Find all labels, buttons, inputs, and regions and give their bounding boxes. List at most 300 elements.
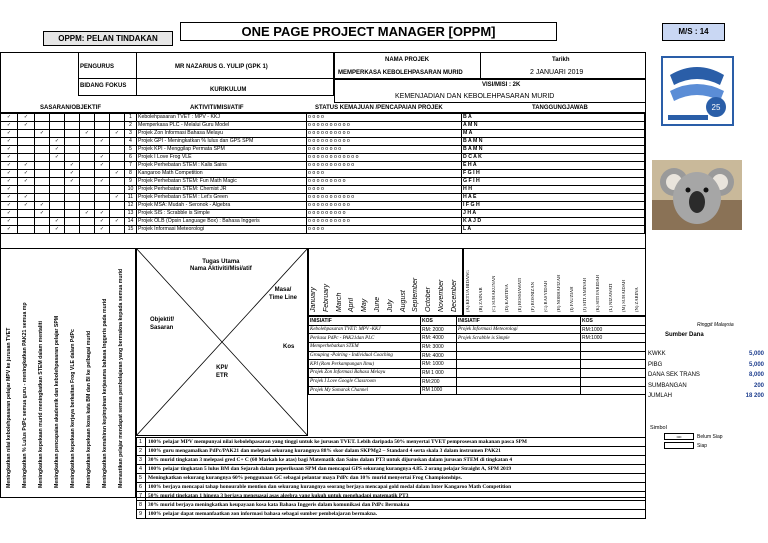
activity-status: o o o o [307,114,462,122]
activity-row [1,186,645,194]
objective-check [95,146,110,154]
tarikh-value: 2 JANUARI 2019 [530,69,584,76]
month-label: August [399,290,407,312]
result-row [137,438,646,447]
objective-check: ✓ [1,146,18,154]
cost-cell: RM:1000 [581,334,646,343]
cost-row [309,377,646,386]
objective-check [95,130,110,138]
objective-check [18,210,35,218]
activity-row [1,194,645,202]
visi-label: VISI/MISI : 2K [482,82,521,88]
activity-status: o o o o o o o o o o o [307,194,462,202]
objective-check [65,202,80,210]
activity-row [1,138,645,146]
result-text: 100% berjaya mencapai tahap honourable mention dan sekurang kurangnya seorang berjaya mencapai gold medal dalam Inter Kangaroo Math Competition [146,483,646,492]
cost-cell [457,377,581,386]
activity-name: Projek I Love Frog VLE [137,154,307,162]
objective-check [50,170,65,178]
activity-number: 11 [125,194,137,202]
tarikh-label: Tarikh [552,57,570,63]
result-text: Meningkatkan sekurang kurangnya 60% penggunaan GC sebagai pelantar maya PdPc dan 10% murid menyertai Frog Championships. [146,474,646,483]
objective-check [110,178,125,186]
objective-check: ✓ [35,210,50,218]
activity-row [1,154,645,162]
objective-check [35,178,50,186]
cost-cell: Projek My Somarak Channel [309,386,421,395]
objective-check [50,130,65,138]
funding-label: JUMLAH [648,393,673,399]
month-label: July [386,299,394,312]
activity-responsible: B A M N [462,146,645,154]
activity-status: o o o o o o o o o [307,210,462,218]
result-row [137,492,646,501]
objective-check: ✓ [50,218,65,226]
objective-check [110,154,125,162]
objective-check: ✓ [50,146,65,154]
funding-value: 200 [753,382,764,389]
cost-cell: Memperhebatkan STEM [309,343,421,352]
month-label: February [322,283,330,312]
result-number: 2 [137,447,146,456]
objective-check: ✓ [18,122,35,130]
activity-responsible: I F G H [462,202,645,210]
objective-check [110,162,125,170]
activity-status: o o o o o o o o o o o o [307,154,462,162]
funding-value: 5,000 [748,361,764,368]
objective-check: ✓ [1,218,18,226]
page-title: ONE PAGE PROJECT MANAGER [OPPM] [180,22,557,41]
activity-number: 3 [125,130,137,138]
cost-cell: RM: 1000 [421,360,457,369]
cost-row [309,369,646,378]
result-number: 6 [137,483,146,492]
cost-cell [581,343,646,352]
owner-label: (L) NIZAWATI [608,283,613,312]
objective-check [110,202,125,210]
symbol-done-box: •o• [664,433,694,440]
objective-check [50,194,65,202]
result-number: 8 [137,501,146,510]
cost-cell: RM 1000 [421,386,457,395]
activity-name: Projek OLB (Opsin Language Box) : Bahasa Inggeris [137,218,307,226]
activity-status: o o o o o o o o o o [307,218,462,226]
tugas-utama: Tugas Utama Nama Aktiviti/Misi/atif [190,259,252,272]
objective-check [65,146,80,154]
activity-row [1,162,645,170]
objective-check [80,170,95,178]
activity-number: 12 [125,202,137,210]
funding-label: KWKK [648,351,666,357]
objective-check [50,178,65,186]
bidang-value: KURIKULUM [210,87,247,93]
objective-check: ✓ [1,202,18,210]
nama-projek-label: NAMA PROJEK [385,57,430,63]
objective-check [80,138,95,146]
objektif-label: Objektif/ Sasaran [150,317,175,331]
objective-check: ✓ [50,138,65,146]
activity-status: o o o o [307,226,462,234]
month-label: March [335,292,343,312]
objective-check [35,226,50,234]
cost-h2: KOS [421,317,457,326]
activity-name: Projek GPI - Meningkatkan % lulus dan GPS SPM [137,138,307,146]
objective-check [35,138,50,146]
objective-check [110,226,125,234]
result-text: 100% guru mengamalkan PdPc/PAK21 dan melepasi sekurang kurangnya 88% skor dalam SKPMg2 – Standard 4 serta skala 3 dalam instrumen PAK21 [146,447,646,456]
funding-label: PIBG [648,361,663,368]
result-number: 5 [137,474,146,483]
owner-label: (K) SITI FARIDAH [595,274,600,312]
objective-check: ✓ [95,226,110,234]
activity-name: Projek KPI - Menggilap Permata SPM [137,146,307,154]
cost-cell [581,351,646,360]
objective-check [18,130,35,138]
objective-check: ✓ [1,170,18,178]
objective-check: ✓ [35,202,50,210]
objective-check: ✓ [110,194,125,202]
objective-check: ✓ [1,122,18,130]
objective-check: ✓ [95,178,110,186]
objective-check: ✓ [80,210,95,218]
cost-row [309,343,646,352]
owner-label: (A) KETUA BIDANG [465,270,470,312]
objective-check: ✓ [1,194,18,202]
cost-cell: Projek I Love Google Classroom [309,377,421,386]
objective-check [18,186,35,194]
objective-check [110,114,125,122]
activity-status: o o o o o o o o o o [307,130,462,138]
cost-h3: INISIATIF [457,317,581,326]
cost-cell: RM:1000 [581,325,646,334]
objective-check [110,138,125,146]
objective-check [65,154,80,162]
objective-check [80,194,95,202]
objective-check [35,218,50,226]
month-label: September [412,277,420,312]
objective-check [35,194,50,202]
objective-check: ✓ [18,114,35,122]
month-label: June [374,296,381,312]
result-row [137,510,646,519]
objective-check: ✓ [1,114,18,122]
objectives-area [0,248,136,498]
objective-check [18,138,35,146]
activity-number: 15 [125,226,137,234]
objective-text: Memastikan pelajar mendapat semua pembelajaran yang bermakna kepada semua murid [118,268,124,488]
objective-check [110,210,125,218]
funding-label: DANA SEK TRANS [648,372,700,378]
activity-row [1,218,645,226]
masa-label: Masa/ Time Line [269,287,297,301]
tanggung-header: TANGGUNGJAWAB [532,105,588,111]
objective-check [35,122,50,130]
activity-responsible: E H A [462,162,645,170]
visi-value: KEMENJADIAN DAN KEBOLEHPASARAN MURID [395,93,555,100]
activity-name: Projek MSA: Mudah - Seronok - Algebra [137,202,307,210]
activity-name: Projek SIS : Scrabble is Simple [137,210,307,218]
symbol-progress-box [664,442,694,449]
objective-check: ✓ [1,178,18,186]
objective-check [80,218,95,226]
cost-cell: Projek Informasi Meteorologi [457,325,581,334]
cost-cell: Perkasa PdPc - PAK21dan PLC [309,334,421,343]
objective-check [95,194,110,202]
month-label: October [425,287,433,312]
status-header: STATUS KEMAJUAN /PENCAPAIAN PROJEK [315,105,443,111]
owner-label: (H) NORHAFIZAH [556,274,561,312]
objective-check: ✓ [1,226,18,234]
owner-label: (J) SITI AMINAH [582,277,587,312]
funding-label: SUMBANGAN [648,382,687,389]
objective-check [35,162,50,170]
objective-text: Meningkatkan kemahiran kepimpinan kerjasama bahasa Inggeris pada murid [102,298,108,488]
objective-check [35,186,50,194]
activity-number: 6 [125,154,137,162]
objective-check [50,186,65,194]
objective-check: ✓ [35,130,50,138]
objective-check: ✓ [18,202,35,210]
objective-check [65,138,80,146]
cost-row [309,360,646,369]
page-number: M/S : 14 [662,23,725,41]
cost-row [309,325,646,334]
cost-cell [457,369,581,378]
objective-check [95,202,110,210]
objective-check [50,210,65,218]
objective-check: ✓ [110,170,125,178]
cost-cell [457,343,581,352]
objective-check [80,162,95,170]
activity-name: Kangaroo Math Competition [137,170,307,178]
objective-check: ✓ [95,154,110,162]
cost-cell [581,377,646,386]
bidang-label: BIDANG FOKUS [80,83,127,89]
owner-label: (N) ZARINA [634,287,639,312]
objective-check [80,146,95,154]
funding-value: 8,000 [748,372,764,378]
activity-number: 1 [125,114,137,122]
owner-label: (E) ROSMAWATI [517,278,522,312]
svg-text:25: 25 [711,103,721,112]
cost-h4: KOS [581,317,646,326]
cost-row [309,386,646,395]
activity-responsible: J H A [462,210,645,218]
cost-cell: Grouping -Pairing - Individual Coaching [309,351,421,360]
objective-check [80,154,95,162]
objective-check [110,122,125,130]
objective-check [50,202,65,210]
objective-check [65,218,80,226]
result-row [137,465,646,474]
cross-lines [136,248,308,436]
cost-cell [457,386,581,395]
owner-label: (C) SUHAKUNAN [491,275,496,312]
owner-label: (D) KARTINA [504,284,509,312]
objective-check: ✓ [110,130,125,138]
activity-row [1,122,645,130]
objective-check [80,186,95,194]
owner-label: (I) FAUZIAH [569,286,574,312]
objective-check: ✓ [1,154,18,162]
activity-status: o o o o o o o o o o [307,122,462,130]
objective-check [50,114,65,122]
cost-cell [457,360,581,369]
school-logo [660,55,735,127]
activity-responsible: H A E [462,194,645,202]
result-row [137,501,646,510]
objective-text: Meningkatkan pencapaian akademik dan kebolehpasaran pelajar SPM [54,315,60,488]
cost-cell: RM:200 [421,377,457,386]
aktiviti-header: AKTIVITI/MISI/ATIF [190,105,244,111]
activity-number: 13 [125,210,137,218]
objective-check: ✓ [1,138,18,146]
objective-check: ✓ [95,162,110,170]
activity-responsible: L A [462,226,645,234]
objective-text: Meningkatkan kepekaan kosa kata BM dan BI ke pelbagai murid [86,330,92,488]
pengurus-label: PENGURUS [80,64,115,70]
objective-text: Meningkatkan kepekaan murid meningkatkan STEM dalam mentaliti [38,321,44,488]
objective-check [50,122,65,130]
cost-table [308,316,646,395]
activity-row [1,170,645,178]
objective-check [35,170,50,178]
activity-responsible: G F I H [462,178,645,186]
funding-title: Sumber Dana [665,332,704,338]
symbol-done-label: Belum Siap [697,434,723,440]
activity-name: Projek Perhebatan STEM: Chemist JR [137,186,307,194]
activity-row [1,210,645,218]
activity-row [1,146,645,154]
objective-text: Meningkatkan % Lulus PdPc semua guru - meningkatkan PAK21 semua mp [22,302,28,488]
cost-cell: RM: 3000 [421,343,457,352]
activity-status: o o o o o o o o o o [307,202,462,210]
objective-check [110,186,125,194]
activity-responsible: K A J D [462,218,645,226]
result-text: 30% murid tingkatan 3 melepasi gred C+ C (60 Markah ke atas) bagi Matematik dan Sains dalam PT3 untuk dijuruskan dalam jurusan STEM di tingkatan 4 [146,456,646,465]
objective-check [65,122,80,130]
activity-status: o o o o [307,170,462,178]
result-row [137,483,646,492]
activity-responsible: M A [462,130,645,138]
activity-responsible: F G I H [462,170,645,178]
activity-number: 9 [125,178,137,186]
activity-row [1,178,645,186]
activity-number: 14 [125,218,137,226]
objective-check: ✓ [95,138,110,146]
cost-cell [581,369,646,378]
result-text: 100% pelajar MPV mempunyai nilai kebolehpasaran yang tinggi untuk ke jurusan TVET. Lebih daripada 50% menyertai TVET pemprosesan makanan pasca SPM [146,438,646,447]
activity-number: 8 [125,170,137,178]
activity-name: Projek Perhebatan STEM: Fun Math Magic [137,178,307,186]
objective-check [80,202,95,210]
objective-check [18,154,35,162]
objective-check [35,146,50,154]
cost-cell [581,386,646,395]
objective-check [95,170,110,178]
owner-label: (G) RASYIDAH [543,280,548,312]
cost-cell: RM: 4000 [421,351,457,360]
activity-name: Projek Perhebatan STEM : Kalis Sains [137,162,307,170]
owner-label: (B) ZAINAB [478,287,483,312]
objective-check [18,218,35,226]
activity-status: o o o o [307,186,462,194]
activity-number: 4 [125,138,137,146]
objective-check [80,226,95,234]
cost-h1: INISIATIF [309,317,421,326]
objective-check [95,114,110,122]
activity-name: Kebolehpasaran TVET : MPV - KKJ [137,114,307,122]
objective-check [65,130,80,138]
pengurus-value: MR NAZARIUS G. YULIP (GPK 1) [175,64,268,70]
month-label: November [438,279,445,312]
symbol-title: Simbol [650,425,667,431]
objective-check: ✓ [50,226,65,234]
objective-check: ✓ [18,162,35,170]
cost-cell: Kebolehpasaran TVET: MPV -KKJ [309,325,421,334]
activity-responsible: A M N [462,122,645,130]
objective-check: ✓ [65,178,80,186]
result-number: 7 [137,492,146,501]
objective-check: ✓ [80,130,95,138]
activity-status: o o o o o o o o o [307,178,462,186]
koala-image [652,160,742,230]
objective-check: ✓ [65,170,80,178]
activity-name: Projek Perhebatan STEM : Let's Green [137,194,307,202]
objective-check [65,210,80,218]
objective-text: Meningkatkan kepekaan kerjaya berkaitan Frog VLE dalam PdPc [70,329,76,488]
objective-check: ✓ [95,210,110,218]
cost-cell: KPI (Rom Perkampungan Ilmu) [309,360,421,369]
results-table [136,437,646,519]
result-row [137,456,646,465]
kos-label: Kos [283,344,295,350]
objective-check [80,178,95,186]
cost-cell: RM: 2000 [421,325,457,334]
objective-check [65,194,80,202]
objective-check: ✓ [1,186,18,194]
objective-check: ✓ [1,130,18,138]
objective-check [80,114,95,122]
result-text: 100% pelajar dapat memanfaatkan zon informasi bahasa sebagai sumber pembelajaran bermakna. [146,510,646,519]
month-label: December [450,279,458,312]
objective-check: ✓ [65,162,80,170]
result-text: 100% pelajar tingkatan 5 lulus BM dan Sejarah dalam peperiksaan SPM dan mencapai GPS sekurang kurangnya 4.85. 2 orang pelajar Straight A, SPM 2019 [146,465,646,474]
objective-text: Meningkatkan nilai kebolehpasaran pelajar MPV ke jurusan TVET [6,327,12,488]
objective-check [65,114,80,122]
objective-check: ✓ [18,194,35,202]
activity-responsible: D C A K [462,154,645,162]
month-label: May [361,298,369,312]
cost-cell: Projek Scrabble is Simple [457,334,581,343]
objective-check [65,186,80,194]
funding-value: 5,000 [748,351,764,357]
objective-check [18,226,35,234]
cost-row [309,334,646,343]
cost-cell: RM: 4000 [421,334,457,343]
result-text: 50% murid tingkatan 1 hingga 3 berjaya menguasai asas algebra yang kukuh untuk menghadapi matematik PT3 [146,492,646,501]
sasaran-header: SASARAN/OBJEKTIF [40,105,102,111]
objective-check [95,186,110,194]
objective-check: ✓ [1,210,18,218]
activity-number: 7 [125,162,137,170]
result-number: 3 [137,456,146,465]
funding-value: 18 200 [745,393,764,399]
result-row [137,447,646,456]
cost-cell [457,351,581,360]
ringgit-label: Ringgit Malaysia [697,322,734,328]
activity-row [1,202,645,210]
